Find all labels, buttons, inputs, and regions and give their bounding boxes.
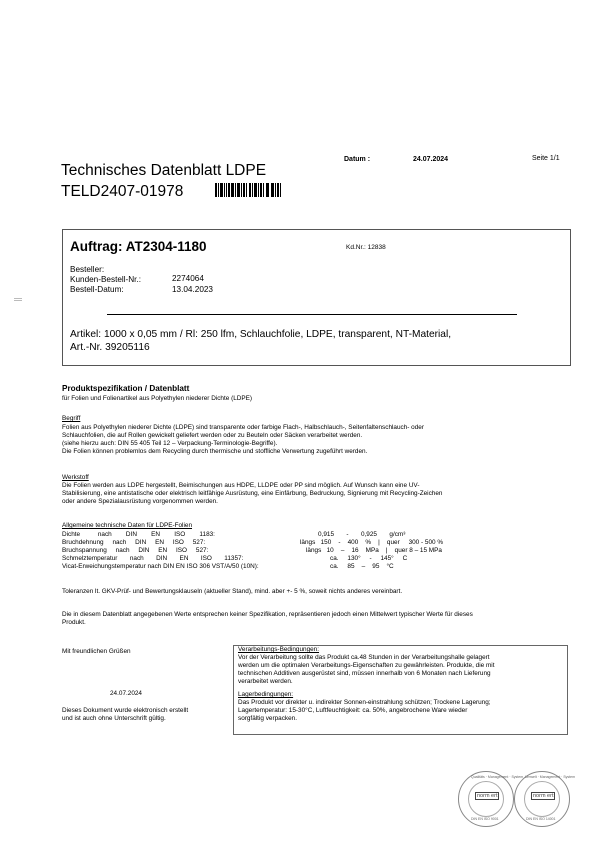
spec-title: Produktspezifikation / Datenblatt bbox=[62, 384, 190, 393]
processing-title: Verarbeitungs-Bedingungen: bbox=[238, 646, 320, 653]
seal1-mark: norm ert bbox=[477, 793, 498, 799]
row-schmelztemperatur-value: ca. 130° - 145° C bbox=[330, 555, 408, 562]
electronic-note-1: Dieses Dokument wurde elektronisch erstellt bbox=[62, 707, 189, 714]
row-bruchspannung-value: längs 10 – 16 MPa | quer 8 – 15 MPa bbox=[306, 547, 442, 554]
storage-line-2: Lagertemperatur: 15-30°C, Luftfeuchtigkeit: ca. 50%, angebrochene Ware wieder bbox=[238, 707, 468, 714]
processing-line-3: technischen Additiven ausgerüstet sind, müssen innerhalb von 6 Monaten nach Lieferung bbox=[238, 670, 491, 677]
processing-line-1: Vor der Verarbeitung sollte das Produkt ca.48 Stunden in der Verarbeitungshalle gelagert bbox=[238, 654, 490, 661]
werkstoff-line-3: oder andere Spezialausrüstung vorgenommen werden. bbox=[62, 498, 218, 505]
barcode-bar bbox=[267, 183, 268, 197]
seal1-ring-text: Qualitäts · Management · System bbox=[471, 775, 524, 779]
document-title: Technisches Datenblatt LDPE bbox=[61, 162, 267, 179]
row-bruchdehnung-value: längs 150 - 400 % | quer 300 - 500 % bbox=[300, 539, 444, 546]
footer-date: 24.07.2024 bbox=[110, 690, 142, 697]
begriff-line-2: Schlauchfolien, die auf Rollen gewickelt geliefert werden oder zu Beuteln oder Säcken verarbeitet werden. bbox=[62, 432, 363, 439]
barcode-bar bbox=[272, 183, 274, 197]
tolerance-note: Toleranzen lt. GKV-Prüf- und Bewertungsklauseln (aktueller Stand), mind. aber +- 5 %, soweit nichts anderes vereinbart. bbox=[62, 588, 403, 595]
barcode-bar bbox=[263, 183, 264, 197]
barcode-bar bbox=[250, 183, 251, 197]
begriff-line-4: Die Folien können problemlos dem Recycling durch thermische und stoffliche Verwertung zugeführt werden. bbox=[62, 448, 368, 455]
row-dichte-value: 0,915 - 0,925 g/cm³ bbox=[318, 531, 406, 538]
customer-number: Kd.Nr.: 12838 bbox=[346, 244, 386, 251]
werkstoff-title: Werkstoff bbox=[62, 474, 89, 481]
date-value: 24.07.2024 bbox=[413, 156, 449, 163]
barcode-bar bbox=[255, 183, 257, 197]
barcode-bar bbox=[233, 183, 234, 197]
seal2-mark: norm ert bbox=[533, 793, 554, 799]
storage-line-1: Das Produkt vor direkter u. indirekter Sonnen-einstrahlung schützen; Trockene Lagerung; bbox=[238, 699, 491, 706]
barcode-bar bbox=[280, 183, 281, 197]
processing-line-4: verarbeitet werden. bbox=[238, 678, 293, 685]
row-dichte-label: Dichte nach DIN EN ISO 1183: bbox=[62, 531, 215, 538]
barcode-bar bbox=[268, 183, 269, 197]
kunden-bestell-value: 2274064 bbox=[172, 274, 204, 283]
article-line-1: Artikel: 1000 x 0,05 mm / Rl: 250 lfm, Schlauchfolie, LDPE, transparent, NT-Material, bbox=[70, 329, 452, 340]
barcode-bar bbox=[252, 183, 253, 197]
werkstoff-line-2: Stabilisierung, eine antistatische oder elektrisch leitfähige Ausrüstung, eine Einfärbung, Bedruckung, Signierung mit Recycling-Zeichen bbox=[62, 490, 443, 497]
row-vicat-value: ca. 85 – 95 °C bbox=[330, 563, 394, 570]
barcode-bar bbox=[216, 183, 217, 197]
barcode-bar bbox=[258, 183, 259, 197]
quality-management-seal bbox=[458, 771, 524, 827]
barcode-bar bbox=[275, 183, 276, 197]
barcode-bar bbox=[221, 183, 223, 197]
date-label: Datum : bbox=[344, 156, 371, 163]
row-vicat-label: Vicat-Erweichungstemperatur nach DIN EN ISO 306 VST/A/50 (10N): bbox=[62, 563, 259, 570]
margin-mark-2 bbox=[14, 300, 22, 301]
document-number: TELD2407-01978 bbox=[61, 183, 184, 200]
electronic-note-2: und ist auch ohne Unterschrift gültig. bbox=[62, 715, 166, 722]
order-number: Auftrag: AT2304-1180 bbox=[70, 239, 207, 254]
bestell-datum-label: Bestell-Datum: bbox=[70, 285, 124, 294]
bestell-datum-value: 13.04.2023 bbox=[172, 285, 213, 294]
divider-line bbox=[107, 314, 517, 315]
spec-subtitle: für Folien und Folienartikel aus Polyethylen niederer Dichte (LDPE) bbox=[62, 395, 253, 402]
begriff-title: Begriff bbox=[62, 415, 81, 422]
begriff-line-1: Folien aus Polyethylen niederer Dichte (LDPE) sind transparente oder farbige Flach-, Halbschlauch-, Seitenfaltenschlauch- oder bbox=[62, 424, 424, 431]
row-bruchdehnung-label: Bruchdehnung nach DIN EN ISO 527: bbox=[62, 539, 206, 546]
greeting: Mit freundlichen Grüßen bbox=[62, 648, 131, 655]
barcode-bar bbox=[235, 183, 236, 197]
processing-line-2: werden um die optimalen Verarbeitungs-Eigenschaften zu gewährleisten. Produkte, die mit bbox=[238, 662, 495, 669]
werkstoff-line-1: Die Folien werden aus LDPE hergestellt, Beimischungen aus HDPE, LLDPE oder PP sind möglich. Auf Wunsch kann eine UV- bbox=[62, 482, 420, 489]
barcode-bar bbox=[238, 183, 240, 197]
margin-mark bbox=[14, 298, 22, 299]
barcode-bar bbox=[246, 183, 247, 197]
barcode-bar bbox=[278, 183, 279, 197]
seal2-iso: DIN EN ISO 14001 bbox=[526, 817, 556, 821]
barcode bbox=[215, 183, 282, 197]
barcode-bar bbox=[244, 183, 245, 197]
barcode-bar bbox=[241, 183, 242, 197]
kunden-bestell-label: Kunden-Bestell-Nr.: bbox=[70, 275, 141, 284]
disclaimer-line-2: Produkt. bbox=[62, 619, 86, 626]
barcode-bar bbox=[224, 183, 225, 197]
disclaimer-line-1: Die in diesem Datenblatt angegebenen Werte entsprechen keiner Spezifikation, repräsentieren jedoch einen Mittelwert typischer Werte für dieses bbox=[62, 611, 473, 618]
storage-title: Lagerbedingungen: bbox=[238, 691, 294, 698]
seal2-ring-text: Umwelt · Management · System bbox=[525, 775, 575, 779]
page-number: Seite 1/1 bbox=[532, 155, 560, 162]
article-line-2: Art.-Nr. 39205116 bbox=[70, 342, 150, 353]
storage-line-3: sorgfältig verpacken. bbox=[238, 715, 297, 722]
barcode-bar bbox=[261, 183, 262, 197]
tech-data-title: Allgemeine technische Daten für LDPE-Folien bbox=[62, 522, 193, 529]
barcode-bar bbox=[229, 183, 230, 197]
seal1-iso: DIN EN ISO 9001 bbox=[471, 817, 499, 821]
row-schmelztemperatur-label: Schmelztemperatur nach DIN EN ISO 11357: bbox=[62, 555, 244, 562]
barcode-bar bbox=[228, 183, 229, 197]
row-bruchspannung-label: Bruchspannung nach DIN EN ISO 527: bbox=[62, 547, 209, 554]
besteller-label: Besteller: bbox=[70, 265, 105, 274]
environment-management-seal bbox=[514, 771, 575, 827]
barcode-bar bbox=[218, 183, 219, 197]
begriff-line-3: (siehe hierzu auch: DIN 55 405 Teil 12 – Verpackung-Terminologie-Begriffe). bbox=[62, 440, 278, 447]
